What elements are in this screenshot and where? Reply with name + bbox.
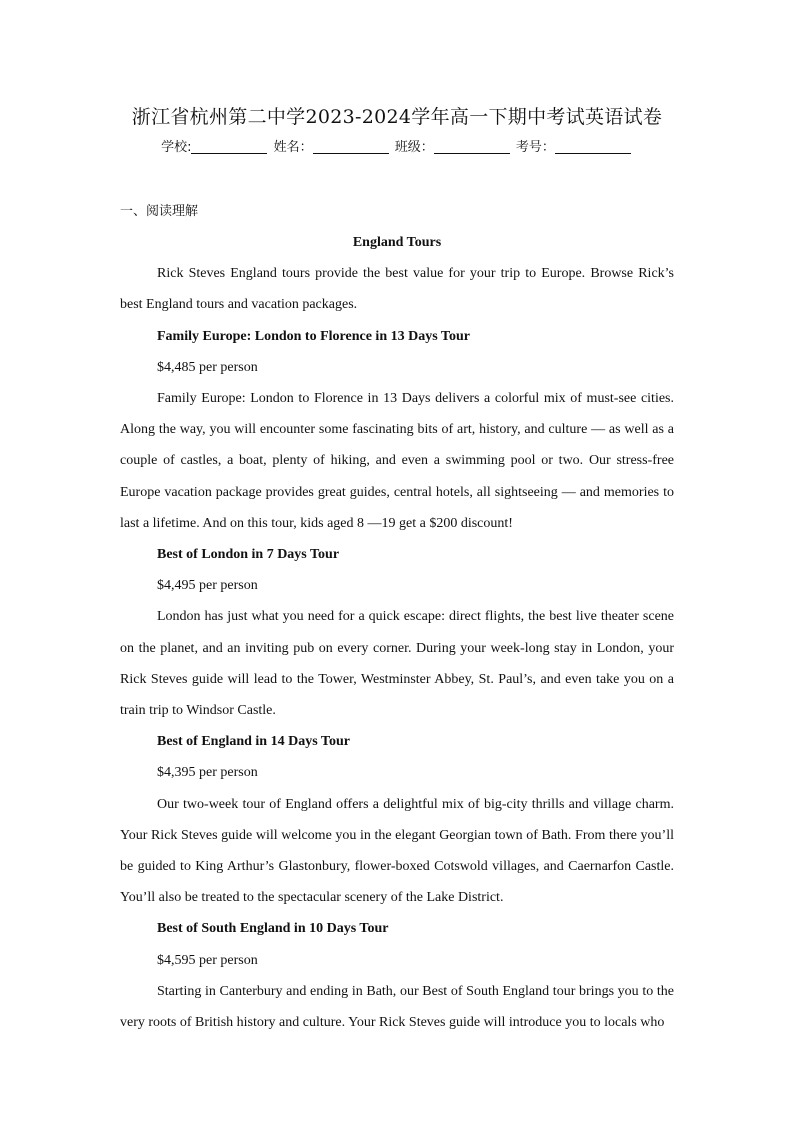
tour-name: Family Europe: London to Florence in 13 Days Tour bbox=[157, 328, 470, 344]
passage-title: England Tours bbox=[352, 235, 442, 250]
name-blank bbox=[313, 139, 389, 154]
name-label: 姓名： bbox=[273, 140, 313, 155]
tour-description: London has just what you need for a quick escape: direct flights, the best live theater scene on the planet, and an inviting pub on every corner. During your week-long stay in London, your Rick Steves guide will lead to the Tower, Westminster Abbey, St. Paul’s, and even take you on a train trip to Windsor Castle. bbox=[120, 609, 674, 719]
section-heading: 一、阅读理解 bbox=[120, 204, 199, 219]
tour-name: Best of England in 14 Days Tour bbox=[157, 734, 350, 750]
tour-description: Starting in Canterbury and ending in Bath, our Best of South England tour brings you to the very roots of British history and culture. Your Rick Steves guide will introduce you to locals who bbox=[120, 983, 674, 1031]
tour-description: Family Europe: London to Florence in 13 Days delivers a colorful mix of must-see cities. Along the way, you will encounter some fascinating bits of art, history, and culture — as well as a couple of castles, a boat, plenty of hiking, and even a swimming pool or two. Our stress-free Europe vacation package provides great guides, central hotels, all sightseeing — and memories to last a lifetime. And on this tour, kids aged 8 —19 get a $200 discount! bbox=[120, 391, 674, 531]
student-info-line bbox=[0, 138, 794, 158]
passage-intro: Rick Steves England tours provide the best value for your trip to Europe. Browse Rick’s best England tours and vacation packages. bbox=[120, 266, 674, 313]
tour-description: Our two-week tour of England offers a delightful mix of big-city thrills and village charm. Your Rick Steves guide will welcome you in the elegant Georgian town of Bath. From there you’ll be guided to King Arthur’s Glastonbury, flower-boxed Cotswold villages, and Caernarfon Castle. You’ll also be treated to the spectacular scenery of the Lake District. bbox=[120, 796, 674, 906]
tour-price: $4,595 per person bbox=[157, 952, 258, 968]
reading-passage bbox=[120, 227, 674, 1038]
exam-number-blank bbox=[555, 139, 631, 154]
exam-title: 浙江省杭州第二中学2023-2024学年高一下期中考试英语试卷 bbox=[131, 106, 663, 128]
exam-number-label: 考号： bbox=[515, 140, 555, 155]
tour-price: $4,495 per person bbox=[157, 578, 258, 594]
school-label: 学校: bbox=[161, 140, 192, 155]
tour-name: Best of London in 7 Days Tour bbox=[157, 547, 340, 563]
school-blank bbox=[191, 139, 267, 154]
tour-price: $4,485 per person bbox=[157, 359, 258, 375]
tour-name: Best of South England in 10 Days Tour bbox=[157, 921, 389, 937]
class-blank bbox=[434, 139, 510, 154]
class-label: 班级： bbox=[394, 140, 434, 155]
tour-price: $4,395 per person bbox=[157, 765, 258, 781]
